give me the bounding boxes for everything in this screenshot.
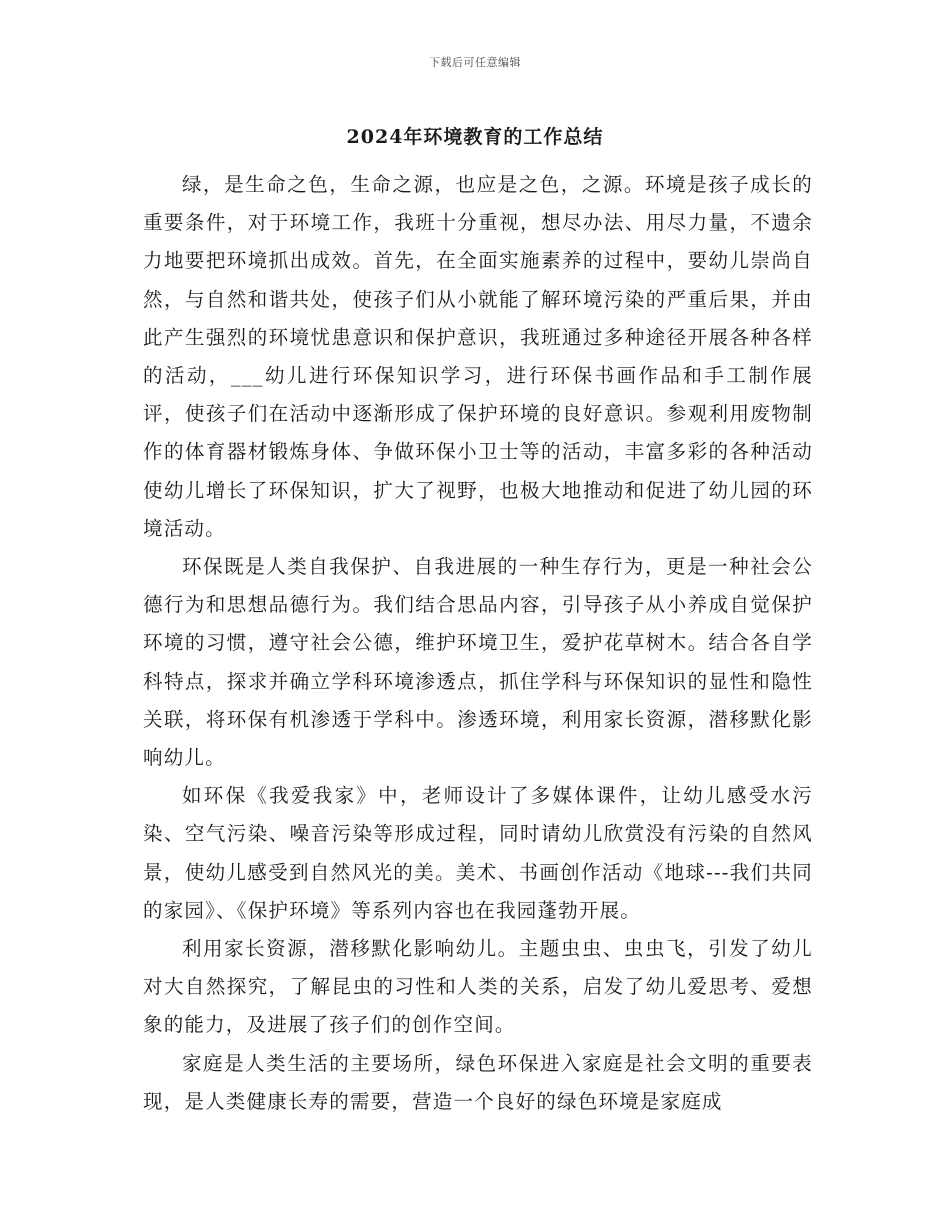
paragraph-2: 环保既是人类自我保护、自我进展的一种生存行为，更是一种社会公德行为和思想品德行为。我们结合思品内容，引导孩子从小养成自觉保护环境的习惯，遵守社会公德，维护环境卫生，爱护花草树木。结合各自学科特点，探求并确立学科环境渗透点，抓住学科与环保知识的显性和隐性关联，将环保有机渗透于学科中。渗透环境，利用家长资源，潜移默化影响幼儿。 [143, 555, 813, 770]
document-body [143, 166, 813, 1121]
paragraph-3: 如环保《我爱我家》中，老师设计了多媒体课件，让幼儿感受水污染、空气污染、噪音污染等形成过程，同时请幼儿欣赏没有污染的自然风景，使幼儿感受到自然风光的美。美术、书画创作活动《地球---我们共同的家园》、《保护环境》等系列内容也在我园蓬勃开展。 [143, 784, 813, 922]
header-note: 下载后可任意编辑 [429, 56, 521, 69]
paragraph-5: 家庭是人类生活的主要场所，绿色环保进入家庭是社会文明的重要表现，是人类健康长寿的需要，营造一个良好的绿色环境是家庭成 [143, 1051, 813, 1113]
paragraph-1: 绿，是生命之色，生命之源，也应是之色，之源。环境是孩子成长的重要条件，对于环境工作，我班十分重视，想尽办法、用尽力量，不遗余力地要把环境抓出成效。首先，在全面实施素养的过程中，要幼儿崇尚自然，与自然和谐共处，使孩子们从小就能了解环境污染的严重后果，并由此产生强烈的环境忧患意识和保护意识，我班通过多种途径开展各种各样的活动，___幼儿进行环保知识学习，进行环保书画作品和手工制作展评，使孩子们在活动中逐渐形成了保护环境的良好意识。参观利用废物制作的体育器材锻炼身体、争做环保小卫士等的活动，丰富多彩的各种活动使幼儿增长了环保知识，扩大了视野，也极大地推动和促进了幼儿园的环境活动。 [143, 173, 813, 540]
document-title: 2024年环境教育的工作总结 [346, 126, 604, 148]
paragraph-4: 利用家长资源，潜移默化影响幼儿。主题虫虫、虫虫飞，引发了幼儿对大自然探究，了解昆虫的习性和人类的关系，启发了幼儿爱思考、爱想象的能力，及进展了孩子们的创作空间。 [143, 937, 813, 1037]
